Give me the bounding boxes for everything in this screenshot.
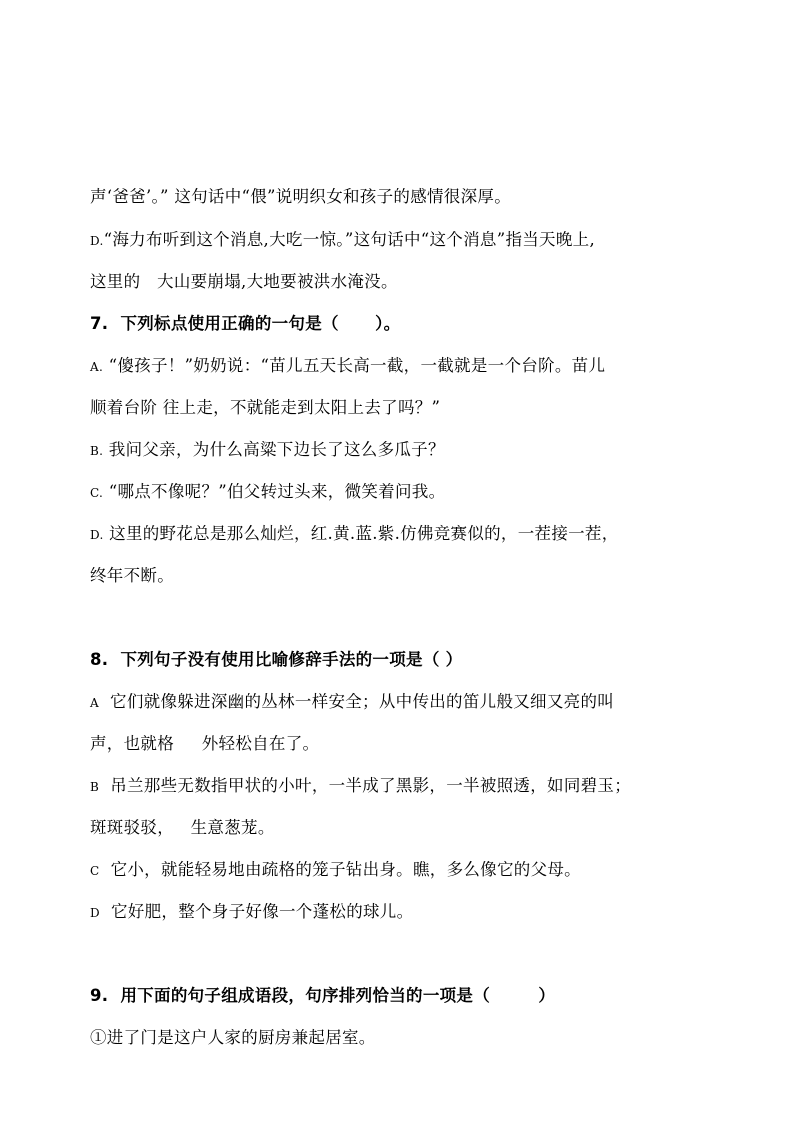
question-7-title: 7. 下列标点使用正确的一句是（ ）。: [90, 314, 401, 333]
option-b-line: B. 我问父亲，为什么高粱下边长了这么多瓜子？: [90, 440, 445, 459]
option-a-line: A. “傻孩子！”奶奶说：“苗儿五天长高一截，一截就是一个台阶。苗儿: [90, 356, 606, 375]
text-line: 声，也就格 外轻松自在了。: [90, 734, 320, 753]
question-8-title: 8. 下列句子没有使用比喻修辞手法的一项是（ ）: [90, 650, 463, 669]
option-c-line: C. “哪点不像呢？”伯父转过头来，微笑着问我。: [90, 482, 446, 501]
text-line: 斑斑驳驳， 生意葱茏。: [90, 818, 275, 837]
option-d-line: D. 这里的野花总是那么灿烂，红.黄.蓝.紫.仿佛竞赛似的，一茬接一茬，: [90, 524, 619, 543]
question-9-title: 9. 用下面的句子组成语段，句序排列恰当的一项是（ ）: [90, 986, 556, 1005]
text-line: ①进了门是这户人家的厨房兼起居室。: [90, 1028, 376, 1047]
option-d-line: D.“海力布听到这个消息,大吃一惊。”这句话中“这个消息”指当天晚上,: [90, 230, 595, 249]
option-d-line: D 它好肥，整个身子好像一个蓬松的球儿。: [90, 902, 414, 921]
option-c-line: C 它小，就能轻易地由疏格的笼子钻出身。瞧，多么像它的父母。: [90, 860, 581, 879]
option-b-line: B 吊兰那些无数指甲状的小叶，一半成了黑影，一半被照透，如同碧玉；: [90, 776, 632, 795]
text-line: 这里的 大山要崩塌,大地要被洪水淹没。: [90, 272, 398, 291]
text-line: 声‘爸爸’。” 这句话中“偎”说明织女和孩子的感情很深厚。: [90, 187, 511, 206]
text-line: 顺着台阶 往上走，不就能走到太阳上去了吗？”: [90, 398, 441, 417]
option-a-line: A 它们就像躲进深幽的丛林一样安全；从中传出的笛儿般又细又亮的叫: [90, 692, 615, 711]
text-line: 终年不断。: [90, 566, 174, 585]
